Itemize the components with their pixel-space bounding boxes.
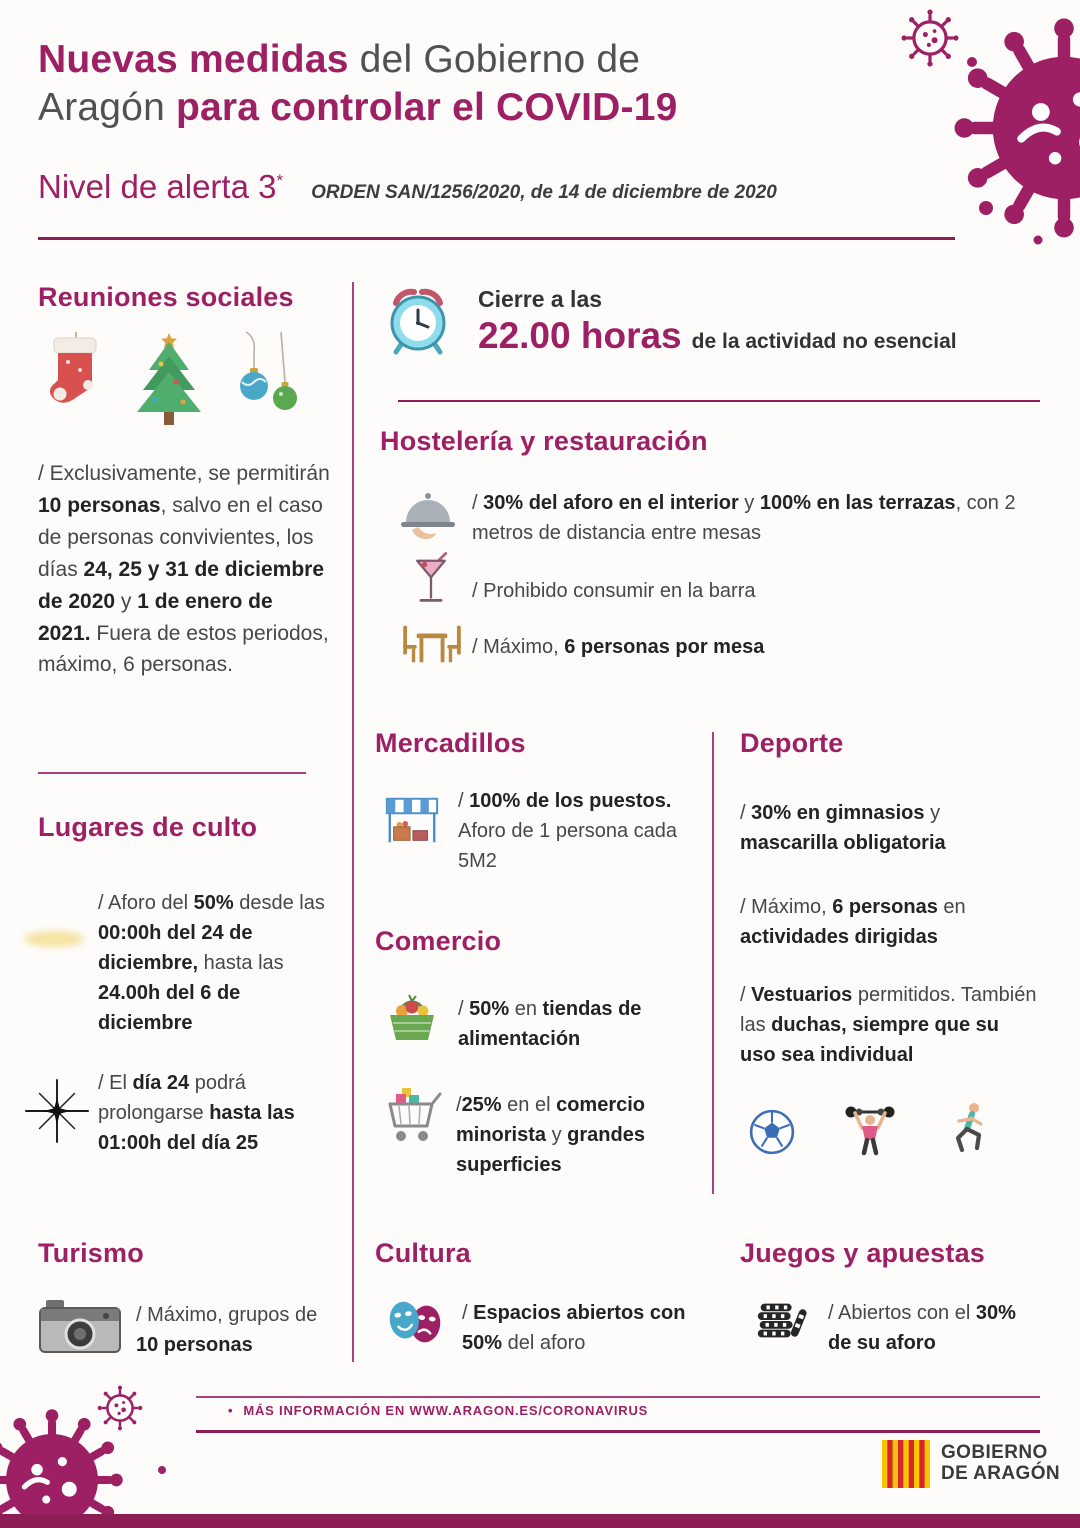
comercio-item-minorista: /25% en el comercio minorista y grandes superficies [456, 1094, 646, 1176]
page-title [38, 36, 868, 131]
coronavirus-decoration-icon [868, 0, 1080, 268]
shopping-cart-icon [378, 1086, 444, 1146]
juegos-body: / Abiertos con el 30% de su aforo [828, 1302, 1016, 1354]
bullet-icon: • [228, 1403, 234, 1418]
soccer-ball-icon [748, 1108, 796, 1156]
bottom-accent-bar [0, 1514, 1080, 1528]
footer-divider-top [196, 1396, 1040, 1398]
turismo-body: / Máximo, grupos de 10 personas [136, 1304, 318, 1356]
logo-line2: DE ARAGÓN [941, 1463, 1061, 1484]
footer-info [228, 1403, 648, 1418]
runner-icon [946, 1100, 994, 1156]
logo-text [941, 1443, 1060, 1485]
alert-row [38, 168, 777, 206]
table-chairs-icon [400, 620, 464, 668]
header-divider [38, 237, 955, 240]
cultura-body: / Espacios abiertos con 50% del aforo [462, 1302, 686, 1354]
deporte-item-gimnasios: / 30% en gimnasios y mascarilla obligatoria [740, 802, 946, 854]
mercadillos-body: / 100% de los puestos. Aforo de 1 persona cada 5M2 [458, 790, 678, 872]
gobierno-aragon-logo [882, 1440, 1060, 1488]
deporte-item-dirigidas: / Máximo, 6 personas en actividades dirigidas [740, 896, 966, 948]
christmas-icons [38, 330, 300, 448]
weightlifter-icon [842, 1100, 898, 1156]
deporte-item-vestuarios: / Vestuarios permitidos. También las duchas, siempre que su uso sea individual [740, 984, 1037, 1066]
footer-divider-bottom [196, 1430, 1040, 1433]
hosteleria-item-barra: / Prohibido consumir en la barra [472, 580, 756, 602]
camera-icon [38, 1296, 122, 1356]
reuniones-body: / Exclusivamente, se permitirán 10 personas, salvo en el caso de personas convivientes, los días 24, 25 y 31 de diciembre de 2020 y 1 de enero de 2021. Fuera de estos periodos, máximo, 6 personas. [38, 462, 330, 677]
section-title-hosteleria: Hostelería y restauración [380, 426, 708, 456]
section-title-turismo: Turismo [38, 1238, 144, 1268]
section-title-comercio: Comercio [375, 926, 502, 956]
hosteleria-item-aforo: / 30% del aforo en el interior y 100% en las terrazas, con 2 metros de distancia entre mesas [472, 492, 1016, 544]
logo-line1: GOBIERNO [941, 1442, 1048, 1464]
footer-info-text: MÁS INFORMACIÓN EN WWW.ARAGON.ES/CORONAVIRUS [243, 1403, 649, 1418]
theater-masks-icon [383, 1296, 447, 1350]
section-title-reuniones: Reuniones sociales [38, 282, 294, 312]
market-stall-icon [383, 793, 441, 849]
section-title-cultura: Cultura [375, 1238, 471, 1268]
serving-cloche-icon [398, 490, 458, 542]
footer-virus-decoration-icon [0, 1378, 210, 1514]
page-title-line1: Nuevas medidas del Gobierno de [38, 38, 641, 81]
order-reference: ORDEN SAN/1256/2020, de 14 de diciembre de 2020 [311, 182, 777, 203]
alarm-clock-icon [382, 283, 454, 357]
curfew-scope: de la actividad no esencial [691, 330, 957, 353]
cocktail-icon [408, 552, 454, 610]
section-title-lugares: Lugares de culto [38, 812, 258, 842]
lugares-item-aforo: / Aforo del 50% desde las 00:00h del 24 de diciembre, hasta las 24.00h del 6 de diciembre [98, 892, 325, 1034]
christmas-stocking-icon [50, 332, 96, 403]
aragon-flag-icon [882, 1440, 930, 1488]
divider [38, 772, 306, 774]
column-divider-middle [712, 732, 714, 1194]
hosteleria-item-mesa: / Máximo, 6 personas por mesa [472, 636, 765, 658]
candle-glow-icon [14, 922, 94, 956]
ornaments-icon [240, 332, 297, 410]
column-divider-left [352, 282, 354, 1362]
curfew-line [478, 315, 1040, 357]
lugares-item-dia24: / El día 24 podrá prolongarse hasta las 01:00h del día 25 [98, 1072, 295, 1154]
curfew-intro: Cierre a las [478, 286, 603, 312]
section-title-juegos: Juegos y apuestas [740, 1238, 986, 1268]
page-title-line2: Aragón para controlar el COVID-19 [38, 85, 678, 129]
poker-chips-icon [752, 1294, 808, 1346]
alert-level: Nivel de alerta 3* [38, 168, 284, 205]
section-title-deporte: Deporte [740, 728, 844, 758]
curfew-time: 22.00 horas [478, 315, 682, 356]
star-sparkle-icon [24, 1078, 90, 1144]
christmas-tree-icon [137, 333, 201, 425]
section-title-mercadillos: Mercadillos [375, 728, 526, 758]
curfew-block [478, 286, 1040, 357]
divider [398, 400, 1040, 402]
food-basket-icon [383, 990, 441, 1046]
comercio-item-alimentacion: / 50% en tiendas de alimentación [458, 998, 642, 1050]
alert-asterisk: * [276, 171, 284, 190]
